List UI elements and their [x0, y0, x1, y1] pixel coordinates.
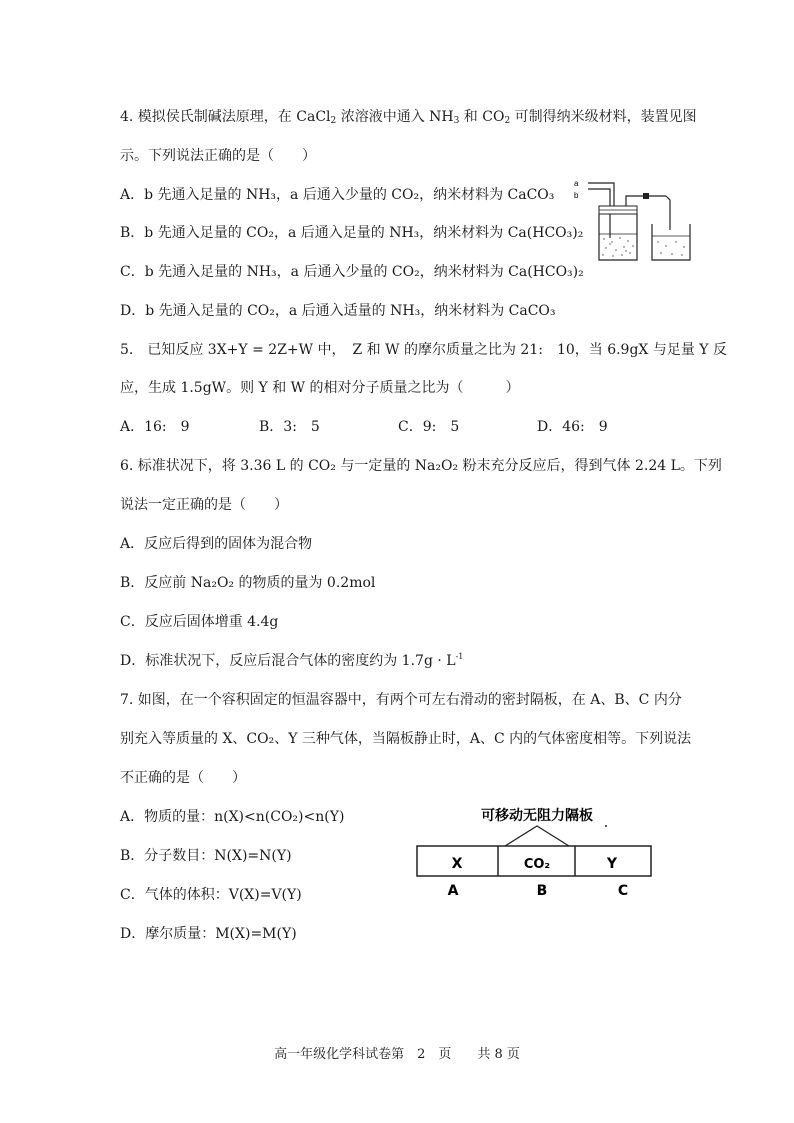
q4-option-c: C．b 先通入足量的 NH₃，a 后通入少量的 CO₂，纳米材料为 Ca(HCO₃)₂	[120, 264, 584, 280]
q7-option-c: C．气体的体积：V(X)=V(Y)	[120, 887, 302, 903]
q4-stem-line2: 示。下列说法正确的是（ ）	[120, 148, 316, 164]
q6-stem-line2: 说法一定正确的是（ ）	[120, 497, 288, 513]
q5-option-a: A．16: 9	[120, 419, 190, 435]
label-c: C	[617, 883, 629, 899]
q4-option-a: A．b 先通入足量的 NH₃，a 后通入少量的 CO₂，纳米材料为 CaCO₃	[120, 187, 555, 203]
q5-option-c: C．9: 5	[398, 419, 460, 435]
flask	[599, 214, 637, 260]
q5-stem-line2: 应，生成 1.5gW。则 Y 和 W 的相对分子质量之比为（ ）	[120, 380, 520, 396]
q7-option-a: A．物质的量：n(X)<n(CO₂)<n(Y)	[120, 809, 345, 825]
q7-option-d: D．摩尔质量：M(X)=M(Y)	[120, 926, 297, 942]
partition-pointer	[505, 826, 569, 846]
solution-dots	[602, 237, 633, 256]
tube-label-a: a	[574, 179, 579, 188]
apparatus-figure	[566, 176, 694, 262]
q7-option-b: B．分子数目：N(X)=N(Y)	[120, 848, 292, 864]
q6-option-b: B．反应前 Na₂O₂ 的物质的量为 0.2mol	[120, 575, 376, 591]
q7-stem-line3: 不正确的是（ ）	[120, 770, 246, 786]
q4-option-b: B．b 先通入足量的 CO₂，a 后通入足量的 NH₃，纳米材料为 Ca(HCO₃)₂	[120, 225, 584, 241]
q6-option-a: A．反应后得到的固体为混合物	[120, 536, 313, 552]
q4-stem-line1: 4. 模拟侯氏制碱法原理，在 CaCl$_2$ 浓溶液中通入 $NH_3$ 和 $CO_2$ 可制得纳米级材料，装置见图	[120, 109, 697, 126]
q5-option-d: D．46: 9	[537, 419, 608, 435]
label-b: B	[536, 883, 548, 899]
q5-option-b: B．3: 5	[259, 419, 320, 435]
tube-label-b: b	[574, 191, 579, 200]
q5-stem-line1: 5. 已知反应 3X+Y = 2Z+W 中， Z 和 W 的摩尔质量之比为 21: 10，当 6.9gX 与足量 Y 反	[120, 342, 727, 358]
q4-option-d: D．b 先通入足量的 CO₂，a 后通入适量的 NH₃，纳米材料为 CaCO₃	[120, 303, 556, 319]
q7-stem-line1: 7. 如图，在一个容积固定的恒温容器中，有两个可左右滑动的密封隔板，在 A、B、C 内分	[120, 692, 682, 708]
q6-option-d: D．标准状况下，反应后混合气体的密度约为 $1.7g \cdot L^{-1}$	[120, 652, 464, 669]
cell-y: Y	[606, 856, 618, 872]
cell-co2: CO₂	[523, 857, 551, 872]
q6-stem-line1: 6. 标准状况下，将 3.36 L 的 CO₂ 与一定量的 Na₂O₂ 粉末充分反应后，得到气体 2.24 L。下列	[120, 458, 722, 474]
q6-option-c: C．反应后固体增重 4.4g	[120, 614, 279, 630]
label-a: A	[447, 883, 459, 899]
cell-x: X	[451, 856, 463, 872]
page-footer: 高一年级化学科试卷第 2 页 共 8 页	[274, 1047, 520, 1062]
q7-stem-line2: 别充入等质量的 X、CO₂、Y 三种气体，当隔板静止时，A、C 内的气体密度相等。下列说法	[120, 731, 692, 747]
partition-title: 可移动无阻力隔板	[481, 808, 593, 824]
tube-connector	[643, 193, 649, 199]
container-figure	[405, 800, 661, 900]
